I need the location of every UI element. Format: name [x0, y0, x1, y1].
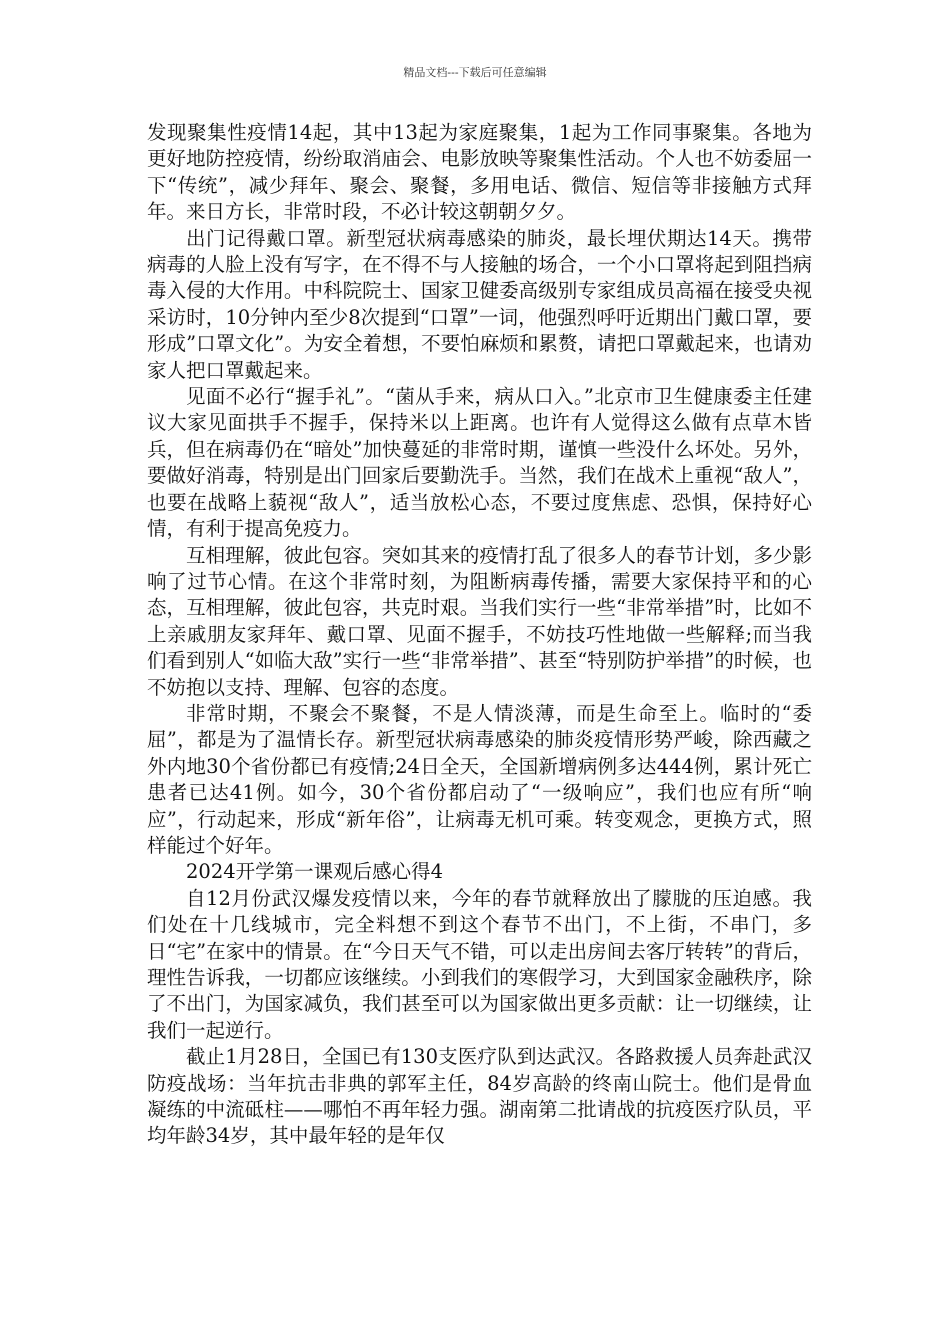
- paragraph: 自12月份武汉爆发疫情以来，今年的春节就释放出了朦胧的压迫感。我们处在十几线城市，完全料想不到这个春节不出门，不上街，不串门，多日“宅”在家中的情景。在“今日天气不错，可以走出房间去客厅转转”的背后，理性告诉我，一切都应该继续。小到我们的寒假学习，大到国家金融秩序，除了不出门，为国家减负，我们甚至可以为国家做出更多贡献：让一切继续，让我们一起逆行。: [147, 886, 812, 1042]
- paragraph: 截止1月28日，全国已有130支医疗队到达武汉。各路救援人员奔赴武汉防疫战场：当年抗击非典的郭军主任，84岁高龄的终南山院士。他们是骨血凝练的中流砥柱——哪怕不再年轻力强。湖南第二批请战的抗疫医疗队员，平均年龄34岁，其中最年轻的是年仅: [147, 1045, 812, 1148]
- page-header: [0, 66, 950, 80]
- paragraph: 见面不必行“握手礼”。“菌从手来，病从口入。”北京市卫生健康委主任建议大家见面拱手不握手，保持米以上距离。也许有人觉得这么做有点草木皆兵，但在病毒仍在“暗处”加快蔓延的非常时期，谨慎一些没什么坏处。另外，要做好消毒，特别是出门回家后要勤洗手。当然，我们在战术上重视“敌人”，也要在战略上藐视“敌人”，适当放松心态，不要过度焦虑、恐惧，保持好心情，有利于提高免疫力。: [147, 385, 812, 541]
- paragraph: 出门记得戴口罩。新型冠状病毒感染的肺炎，最长埋伏期达14天。携带病毒的人脸上没有写字，在不得不与人接触的场合，一个小口罩将起到阻挡病毒入侵的大作用。中科院院士、国家卫健委高级别专家组成员高福在接受央视采访时，10分钟内至少8次提到“口罩”一词，他强烈呼吁近期出门戴口罩，要形成”口罩文化”。为安全着想，不要怕麻烦和累赘，请把口罩戴起来，也请劝家人把口罩戴起来。: [147, 226, 812, 382]
- paragraph: 发现聚集性疫情14起，其中13起为家庭聚集，1起为工作同事聚集。各地为更好地防控疫情，纷纷取消庙会、电影放映等聚集性活动。个人也不妨委屈一下“传统”，减少拜年、聚会、聚餐，多用电话、微信、短信等非接触方式拜年。来日方长，非常时段，不必计较这朝朝夕夕。: [147, 121, 812, 224]
- paragraph: 互相理解，彼此包容。突如其来的疫情打乱了很多人的春节计划，多少影响了过节心情。在这个非常时刻，为阻断病毒传播，需要大家保持平和的心态，互相理解，彼此包容，共克时艰。当我们实行一些“非常举措”时，比如不上亲戚朋友家拜年、戴口罩、见面不握手，不妨技巧性地做一些解释;而当我们看到别人“如临大敌”实行一些“非常举措”、甚至“特别防护举措”的时候，也不妨抱以支持、理解、包容的态度。: [147, 543, 812, 699]
- page-header-text: 精品文档---下载后可任意编辑: [403, 66, 547, 79]
- document-body: [147, 120, 812, 1150]
- section-heading: 2024开学第一课观后感心得4: [186, 860, 444, 884]
- paragraph: 非常时期，不聚会不聚餐，不是人情淡薄，而是生命至上。临时的“委屈”，都是为了温情长存。新型冠状病毒感染的肺炎疫情形势严峻，除西藏之外内地30个省份都已有疫情;24日全天，全国新增病例多达444例，累计死亡患者已达41例。如今，30个省份都启动了“一级响应”，我们也应有所“响应”，行动起来，形成“新年俗”，让病毒无机可乘。转变观念，更换方式，照样能过个好年。: [147, 701, 812, 857]
